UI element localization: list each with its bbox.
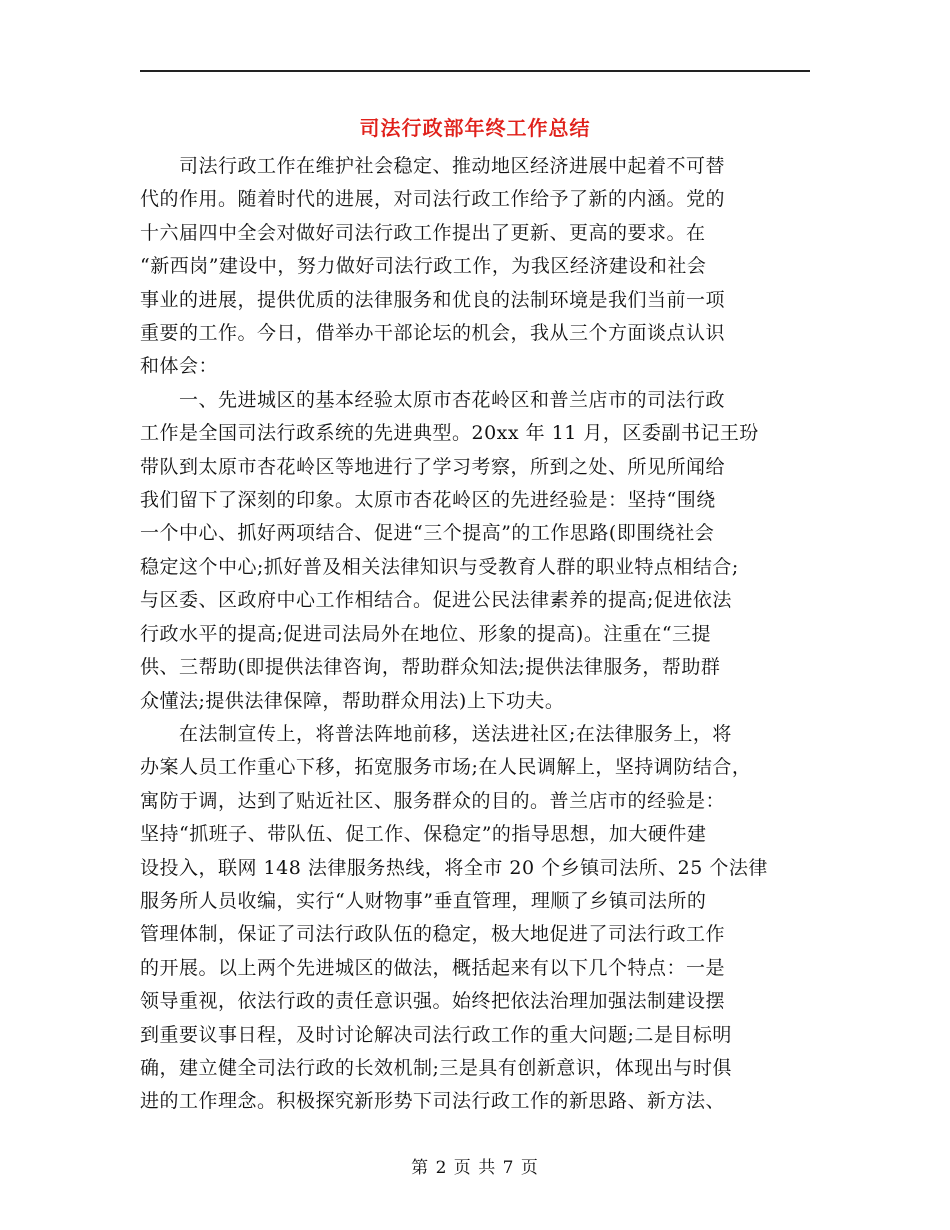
document-body (140, 150, 812, 1119)
paragraph-section-one-continued: 在法制宣传上，将普法阵地前移，送法进社区;在法律服务上，将 办案人员工作重心下移，拓宽服务市场;在人民调解上，坚持调防结合， 寓防于调，达到了贴近社区、服务群众的目的。普兰店市的经验是： 坚持“抓班子、带队伍、促工作、保稳定”的指导思想，加大硬件建 设投入，联网 148 法律服务热线，将全市 20 个乡镇司法所、25 个法律 服务所人员收编，实行“人财物事”垂直管理，理顺了乡镇司法所的 管理体制，保证了司法行政队伍的稳定，极大地促进了司法行政工作 的开展。以上两个先进城区的做法，概括起来有以下几个特点：一是 领导重视，依法行政的责任意识强。始终把依法治理加强法制建设摆 到重要议事日程，及时讨论解决司法行政工作的重大问题;二是目标明 确，建立健全司法行政的长效机制;三是具有创新意识，体现出与时俱 进的工作理念。积极探究新形势下司法行政工作的新思路、新方法、 (140, 722, 768, 1113)
document-title: 司法行政部年终工作总结 (359, 116, 591, 140)
header-rule (140, 70, 810, 72)
paragraph-section-one: 一、先进城区的基本经验太原市杏花岭区和普兰店市的司法行政 工作是全国司法行政系统的先进典型。20xx 年 11 月，区委副书记王玢 带队到太原市杏花岭区等地进行了学习考察，所到之处、所见所闻给 我们留下了深刻的印象。太原市杏花岭区的先进经验是：坚持“围绕 一个中心、抓好两项结合、促进“三个提高”的工作思路(即围绕社会 稳定这个中心;抓好普及相关法律知识与受教育人群的职业特点相结合; 与区委、区政府中心工作相结合。促进公民法律素养的提高;促进依法 行政水平的提高;促进司法局外在地位、形象的提高)。注重在“三提 供、三帮助(即提供法律咨询，帮助群众知法;提供法律服务，帮助群 众懂法;提供法律保障，帮助群众用法)上下功夫。 (140, 388, 759, 712)
page-number-footer: 第 2 页 共 7 页 (411, 1158, 539, 1178)
paragraph-intro: 司法行政工作在维护社会稳定、推动地区经济进展中起着不可替 代的作用。随着时代的进展，对司法行政工作给予了新的内涵。党的 十六届四中全会对做好司法行政工作提出了更新、更高的要求。在 “新西岗”建设中，努力做好司法行政工作，为我区经济建设和社会 事业的进展，提供优质的法律服务和优良的法制环境是我们当前一项 重要的工作。今日，借举办干部论坛的机会，我从三个方面谈点认识 和体会： (140, 155, 726, 378)
